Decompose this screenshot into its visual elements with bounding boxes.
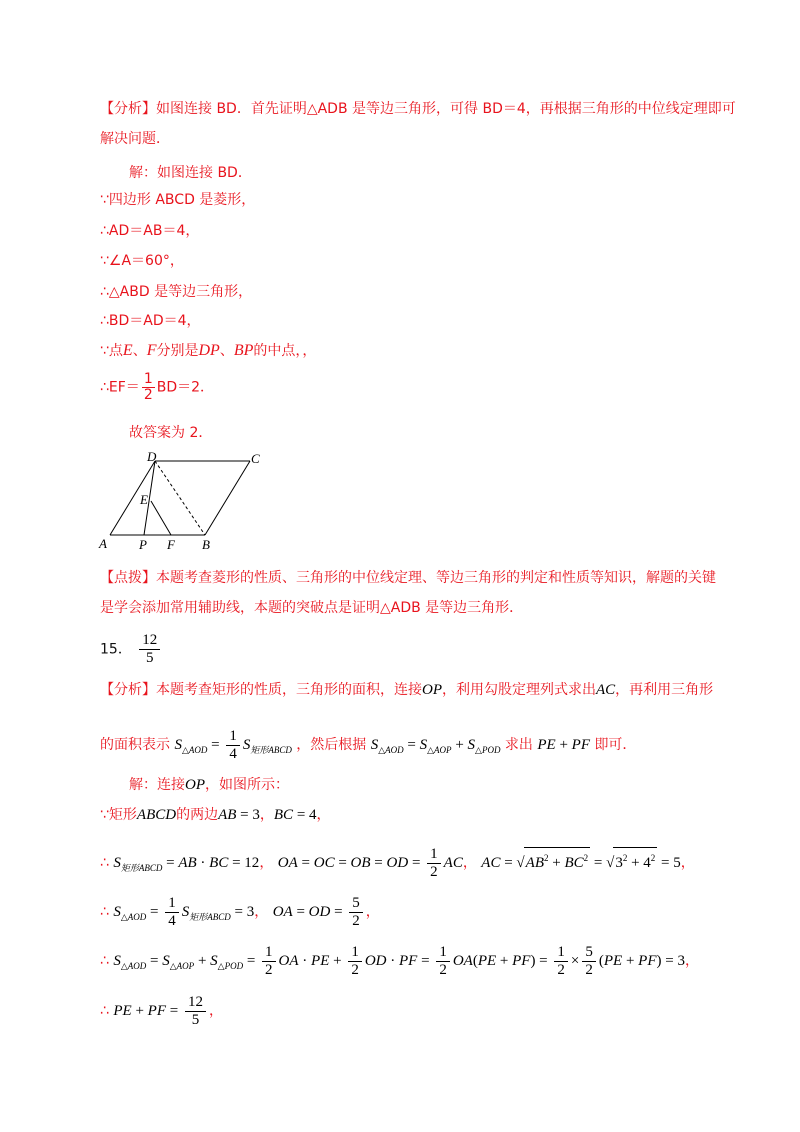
label-B: B <box>202 537 210 552</box>
solution-line: ∴BD＝AD＝4， <box>100 313 201 329</box>
solution2-line-2: ∵矩形ABCD的两边AB = 3，BC = 4， <box>100 807 331 823</box>
solution-line: ∵∠A＝60°， <box>100 253 184 269</box>
side-AD <box>110 461 155 535</box>
solution-line: 解：如图连接 BD． <box>129 165 252 181</box>
formula-pe-pf: PE + PF <box>537 736 590 753</box>
label-P: P <box>139 537 147 552</box>
solution2-line-4: ∴ $S_{\triangle AOD}$ = $\frac{1}{4}$ $S_{矩形ABCD} = 3$， OA = OD = $\frac{5}{2}$ ， <box>100 895 380 929</box>
label-E: E <box>140 492 148 507</box>
side-BC <box>205 461 250 535</box>
answer-line: 故答案为 2． <box>129 425 213 441</box>
solution-line-midpoints: ∵点E、F分别是DP、BP的中点，， <box>100 342 317 359</box>
solution-line-ef: ∴EF＝ $\frac{1}{2}$ BD＝2． <box>100 371 215 403</box>
segment-EF <box>151 501 171 535</box>
solution2-line-6: ∴ PE + PF = $\frac{12}{5}$ ， <box>100 994 223 1028</box>
solution2-line-1: 解：连接OP，如图所示： <box>129 777 289 793</box>
label-C: C <box>251 451 260 466</box>
tip-text-line-1: 【点拨】本题考查菱形的性质、三角形的中位线定理、等边三角形的判定和性质等知识，解题的关键 <box>100 570 716 586</box>
solution-line: ∴AD＝AB＝4， <box>100 223 200 239</box>
solution2-line-3: ∴ $S_{矩形ABCD}$ = AB · BC = 12， OA = OC = OB = OD = $\frac{1}{2}$ AC， AC = $√AB^2 + BC^2 = √3^2 + 4^2 = 5$， <box>100 846 695 880</box>
label-D: D <box>147 449 157 464</box>
formula-area-aod: $S_{\triangle AOD}$ = $\frac{1}{4}$ $S_{矩形ABCD}$ <box>174 728 292 762</box>
analysis2-line-1: 【分析】本题考查矩形的性质，三角形的面积，连接OP，利用勾股定理列式求出AC，再利用三角形 <box>100 682 714 698</box>
solution2-line-5: ∴ $S_{\triangle AOD} = S_{\triangle AOP} + S_{\triangle POD}$ = $\frac{1}{2}$ OA · PE + $\frac{1}{2}$ OD · PF = $\frac{1}{2}$ OA(PE + PF) = $\frac{1}{2}$ × $\frac{5}{2}$ (PE + PF) = 3， <box>100 944 699 978</box>
analysis-text-line-2: 解决问题． <box>100 131 170 147</box>
label-A: A <box>99 536 107 551</box>
solution-line: ∴△ABD 是等边三角形， <box>100 284 253 300</box>
analysis-text-line-1: 【分析】如图连接 BD．首先证明△ADB 是等边三角形，可得 BD＝4，再根据三角形的中位线定理即可 <box>100 101 736 117</box>
label-F: F <box>167 537 175 552</box>
analysis2-line-2: 的面积表示 $S_{\triangle AOD}$ = $\frac{1}{4}$ $S_{矩形ABCD}$ ，然后根据 $S_{\triangle AOD} = S_{\triangle AOP} + S_{\triangle POD}$ 求出 PE + PF 即可． <box>100 728 637 762</box>
diagonal-BD <box>155 461 205 535</box>
fraction: $\frac{12}{5}$ <box>139 632 160 667</box>
fraction: $\frac{1}{2}$ <box>143 371 153 403</box>
rhombus-figure <box>95 448 270 553</box>
formula-area-sum: $S_{\triangle AOD} = S_{\triangle AOP} + S_{\triangle POD}$ <box>370 736 501 755</box>
tip-text-line-2: 是学会添加常用辅助线，本题的突破点是证明△ADB 是等边三角形． <box>100 600 524 616</box>
solution-line: ∵四边形 ABCD 是菱形， <box>100 192 256 208</box>
question-15-answer: 15． $\frac{12}{5}$ <box>100 632 163 667</box>
